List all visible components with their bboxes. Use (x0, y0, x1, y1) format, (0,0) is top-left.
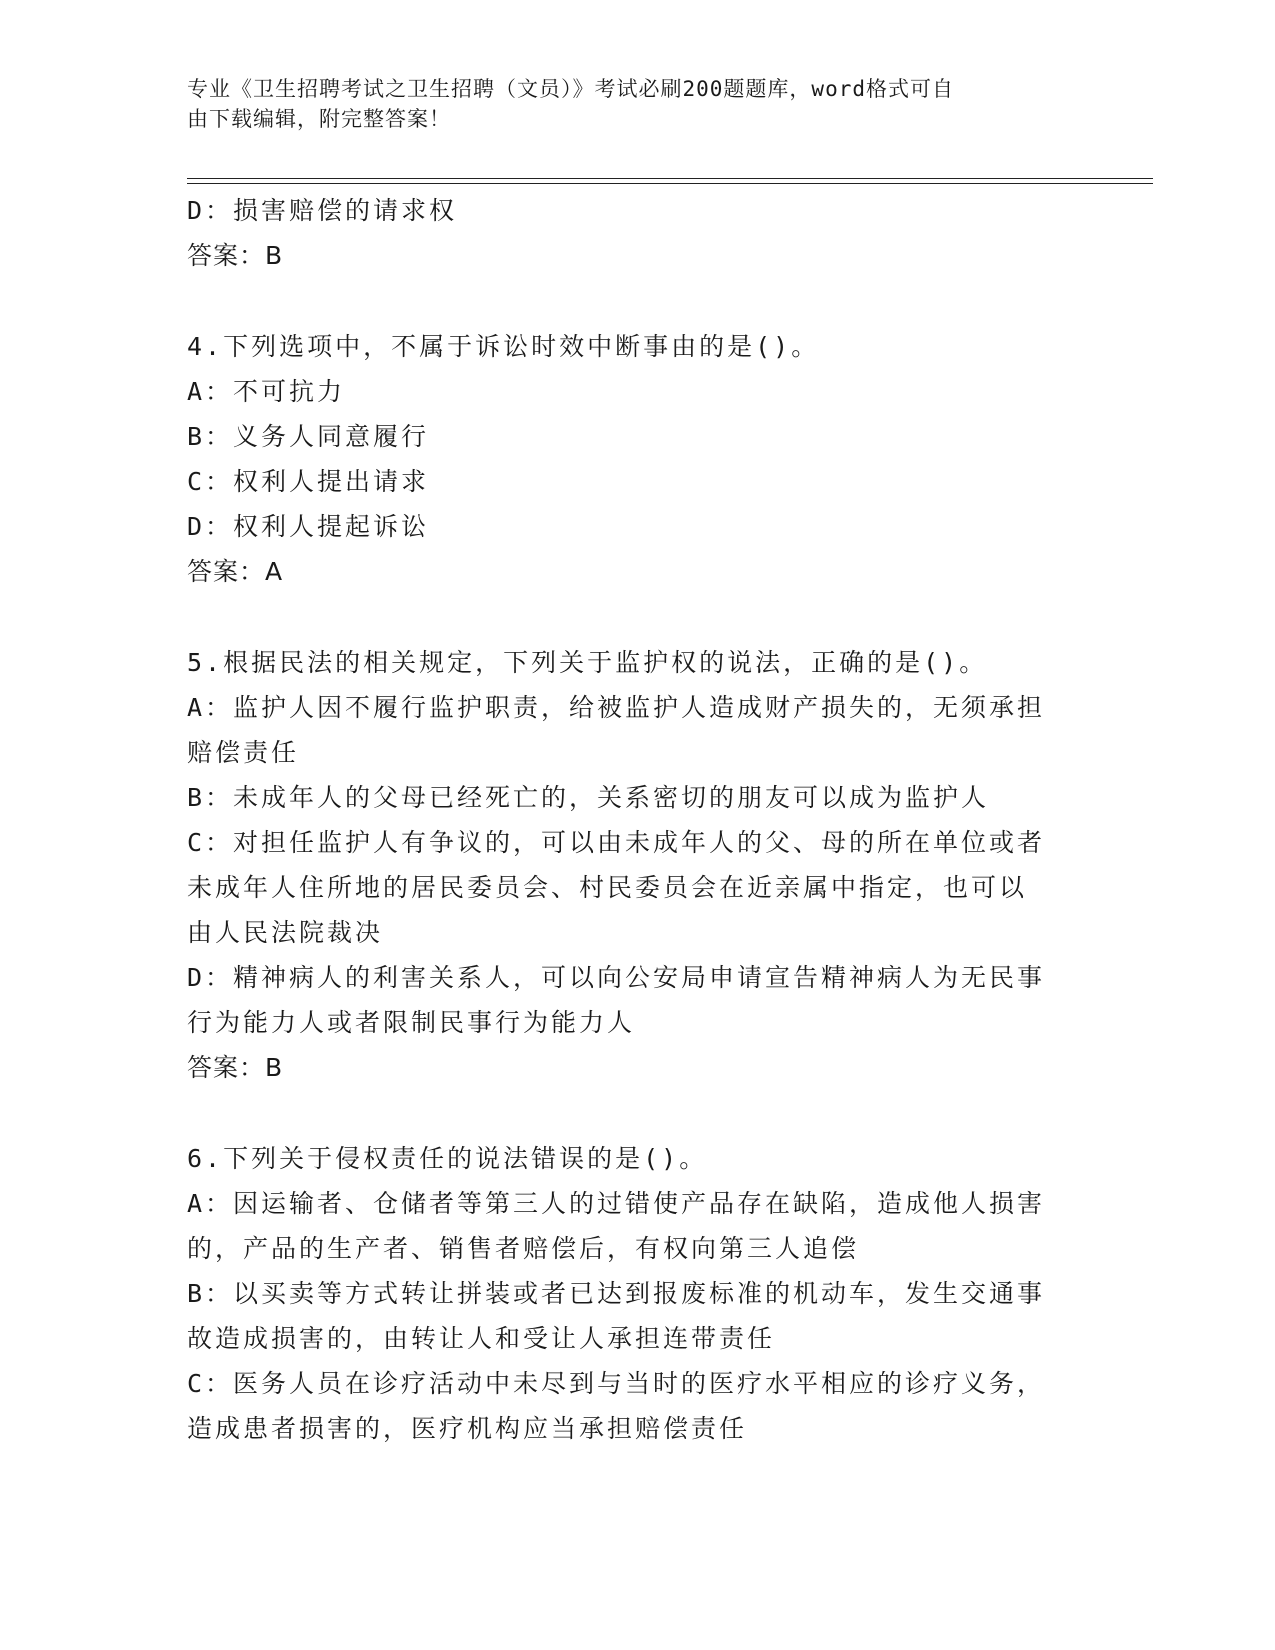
question-stem: 4.下列选项中，不属于诉讼时效中断事由的是()。 (187, 332, 820, 361)
question-5 (187, 640, 1067, 1090)
header-rule-bottom (187, 183, 1153, 184)
question-stem: 6.下列关于侵权责任的说法错误的是()。 (187, 1144, 708, 1173)
option-d: D：损害赔偿的请求权 (187, 196, 458, 225)
header-rule-top (187, 178, 1153, 179)
option-d: D：权利人提起诉讼 (187, 512, 430, 541)
spacer (187, 278, 1067, 324)
option-a-line-2: 的，产品的生产者、销售者赔偿后，有权向第三人追偿 (187, 1234, 860, 1263)
document-header (187, 74, 1067, 134)
question-content (187, 188, 1067, 1451)
header-line-2: 由下载编辑，附完整答案！ (187, 107, 451, 131)
answer-line: 答案：B (187, 241, 284, 270)
previous-question-tail (187, 188, 1067, 278)
spacer (187, 1090, 1067, 1136)
option-b-line-2: 故造成损害的，由转让人和受让人承担连带责任 (187, 1324, 776, 1353)
spacer (187, 594, 1067, 640)
option-c-line-2: 造成患者损害的，医疗机构应当承担赔偿责任 (187, 1414, 748, 1443)
option-a-line-1: A：因运输者、仓储者等第三人的过错使产品存在缺陷，造成他人损害 (187, 1189, 1046, 1218)
option-c: C：权利人提出请求 (187, 467, 430, 496)
header-line-1: 专业《卫生招聘考试之卫生招聘（文员）》考试必刷200题题库，word格式可自 (187, 77, 954, 101)
option-b-line-1: B：以买卖等方式转让拼装或者已达到报废标准的机动车，发生交通事 (187, 1279, 1046, 1308)
answer-line: 答案：A (187, 557, 284, 586)
option-a: A：不可抗力 (187, 377, 346, 406)
question-4 (187, 324, 1067, 594)
option-c-line-2: 未成年人住所地的居民委员会、村民委员会在近亲属中指定，也可以 (187, 873, 1028, 902)
option-a-line-1: A：监护人因不履行监护职责，给被监护人造成财产损失的，无须承担 (187, 693, 1046, 722)
option-d-line-2: 行为能力人或者限制民事行为能力人 (187, 1008, 636, 1037)
option-a-line-2: 赔偿责任 (187, 738, 300, 767)
option-b: B：义务人同意履行 (187, 422, 430, 451)
option-c-line-1: C：对担任监护人有争议的，可以由未成年人的父、母的所在单位或者 (187, 828, 1046, 857)
question-stem: 5.根据民法的相关规定，下列关于监护权的说法，正确的是()。 (187, 648, 988, 677)
question-6 (187, 1136, 1067, 1451)
option-c-line-3: 由人民法院裁决 (187, 918, 384, 947)
option-d-line-1: D：精神病人的利害关系人，可以向公安局申请宣告精神病人为无民事 (187, 963, 1046, 992)
answer-line: 答案：B (187, 1053, 284, 1082)
option-c-line-1: C：医务人员在诊疗活动中未尽到与当时的医疗水平相应的诊疗义务， (187, 1369, 1046, 1398)
option-b: B：未成年人的父母已经死亡的，关系密切的朋友可以成为监护人 (187, 783, 990, 812)
